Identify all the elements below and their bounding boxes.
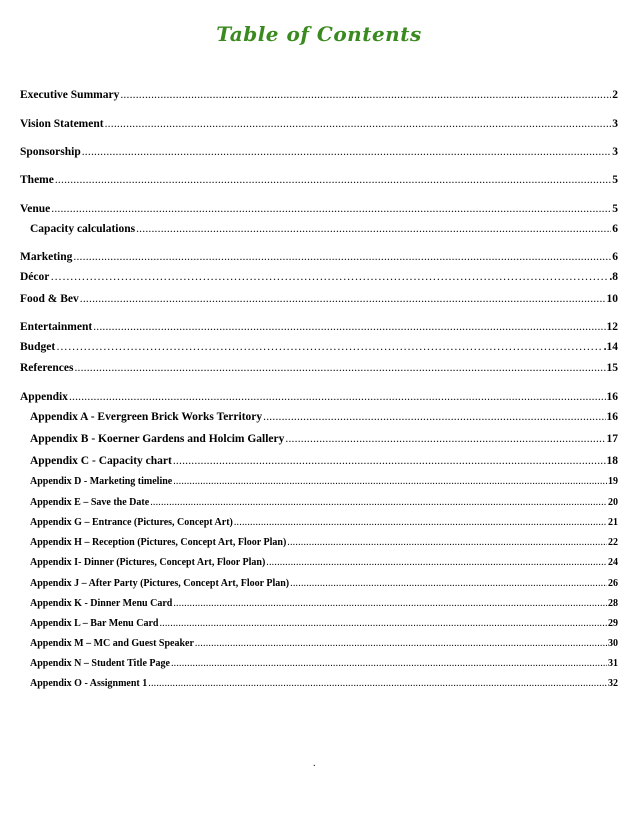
toc-page: 2 bbox=[612, 89, 618, 101]
toc-page: 5 bbox=[612, 174, 618, 186]
toc-label: Executive Summary bbox=[20, 89, 120, 101]
toc-label: Marketing bbox=[20, 251, 73, 263]
toc-label: Venue bbox=[20, 203, 51, 215]
toc-label: Entertainment bbox=[20, 321, 93, 333]
toc-entry-vision-statement[interactable] bbox=[20, 117, 618, 131]
toc-page: 6 bbox=[612, 223, 618, 235]
toc-leader bbox=[55, 173, 611, 187]
toc-page: 10 bbox=[606, 293, 618, 305]
toc-leader bbox=[195, 637, 607, 651]
toc-label: Appendix E – Save the Date bbox=[30, 497, 150, 508]
toc-entry-appendix-l[interactable] bbox=[30, 617, 618, 631]
toc-entry-capacity-calculations[interactable] bbox=[30, 222, 618, 236]
toc-label: References bbox=[20, 362, 74, 374]
toc-entry-appendix-j[interactable] bbox=[30, 577, 618, 591]
toc-label: Appendix A - Evergreen Brick Works Territory bbox=[30, 411, 263, 423]
toc-label: Appendix O - Assignment 1 bbox=[30, 678, 148, 689]
toc-label: Appendix B - Koerner Gardens and Holcim Gallery bbox=[30, 433, 285, 445]
toc-label: Capacity calculations bbox=[30, 223, 136, 235]
toc-page: 3 bbox=[612, 146, 618, 158]
toc-leader bbox=[80, 292, 606, 306]
toc-leader bbox=[263, 410, 605, 424]
toc-label: Appendix bbox=[20, 391, 68, 403]
toc-label: Sponsorship bbox=[20, 146, 81, 158]
toc-page: 29 bbox=[608, 618, 618, 629]
toc-page: 19 bbox=[608, 476, 618, 487]
page-title: Table of Contents bbox=[216, 22, 422, 46]
toc-label: Appendix J – After Party (Pictures, Concept Art, Floor Plan) bbox=[30, 578, 290, 589]
toc-entry-appendix[interactable] bbox=[20, 390, 618, 404]
toc-page: 30 bbox=[608, 638, 618, 649]
toc-leader bbox=[93, 320, 605, 334]
toc-entry-entertainment[interactable] bbox=[20, 320, 618, 334]
toc-entry-appendix-k[interactable] bbox=[30, 597, 618, 611]
toc-page: 20 bbox=[608, 497, 618, 508]
toc-label: Vision Statement bbox=[20, 118, 104, 130]
toc-label: Appendix D - Marketing timeline bbox=[30, 476, 173, 487]
toc-page: 3 bbox=[612, 118, 618, 130]
toc-label: Appendix N – Student Title Page bbox=[30, 658, 170, 669]
toc-entry-sponsorship[interactable] bbox=[20, 145, 618, 159]
toc-leader bbox=[234, 516, 607, 530]
toc-page: 12 bbox=[606, 321, 618, 333]
toc-leader bbox=[120, 88, 611, 102]
toc-page: .8 bbox=[609, 271, 618, 283]
toc-label: Theme bbox=[20, 174, 54, 186]
toc-leader bbox=[159, 617, 607, 631]
toc-entry-appendix-b[interactable] bbox=[30, 432, 618, 446]
toc-label: Budget bbox=[20, 341, 56, 353]
toc-leader bbox=[148, 677, 607, 691]
toc-leader bbox=[266, 556, 607, 570]
toc-page: 16 bbox=[606, 411, 618, 423]
toc-page: .14 bbox=[603, 341, 618, 353]
toc-label: Appendix C - Capacity chart bbox=[30, 455, 172, 467]
toc-leader bbox=[150, 496, 607, 510]
toc-label: Food & Bev bbox=[20, 293, 79, 305]
toc-label: Appendix K - Dinner Menu Card bbox=[30, 598, 173, 609]
toc-entry-appendix-n[interactable] bbox=[30, 657, 618, 671]
toc-label: Appendix G – Entrance (Pictures, Concept Art) bbox=[30, 517, 233, 528]
toc-page: 15 bbox=[606, 362, 618, 374]
toc-entry-appendix-a[interactable] bbox=[30, 410, 618, 424]
toc-entry-appendix-c[interactable] bbox=[30, 454, 618, 468]
toc-entry-food-bev[interactable] bbox=[20, 292, 618, 306]
toc-entry-executive-summary[interactable] bbox=[20, 88, 618, 102]
toc-page: 6 bbox=[612, 251, 618, 263]
toc-leader bbox=[51, 202, 611, 216]
toc-page: 21 bbox=[608, 517, 618, 528]
toc-leader bbox=[173, 454, 606, 468]
toc-leader bbox=[56, 340, 602, 354]
toc-entry-appendix-h[interactable] bbox=[30, 536, 618, 550]
toc-leader bbox=[82, 145, 612, 159]
toc-entry-appendix-e[interactable] bbox=[30, 496, 618, 510]
toc-page: 5 bbox=[612, 203, 618, 215]
toc-leader bbox=[290, 577, 607, 591]
toc-page: 31 bbox=[608, 658, 618, 669]
page-footer-mark: . bbox=[313, 758, 316, 769]
toc-entry-appendix-m[interactable] bbox=[30, 637, 618, 651]
toc-leader bbox=[69, 390, 606, 404]
toc-label: Appendix I- Dinner (Pictures, Concept Art, Floor Plan) bbox=[30, 557, 266, 568]
toc-entry-theme[interactable] bbox=[20, 173, 618, 187]
toc-entry-appendix-d[interactable] bbox=[30, 475, 618, 489]
toc-entry-appendix-g[interactable] bbox=[30, 516, 618, 530]
toc-page: 28 bbox=[608, 598, 618, 609]
toc-leader bbox=[50, 270, 608, 284]
toc-entry-budget[interactable] bbox=[20, 340, 618, 354]
toc-entry-venue[interactable] bbox=[20, 202, 618, 216]
toc-leader bbox=[136, 222, 611, 236]
toc-entry-appendix-i[interactable] bbox=[30, 556, 618, 570]
toc-leader bbox=[173, 597, 607, 611]
toc-page: 18 bbox=[606, 455, 618, 467]
toc-page: 22 bbox=[608, 537, 618, 548]
toc-leader bbox=[287, 536, 607, 550]
toc-label: Appendix L – Bar Menu Card bbox=[30, 618, 159, 629]
toc-page: 16 bbox=[606, 391, 618, 403]
toc-entry-appendix-o[interactable] bbox=[30, 677, 618, 691]
toc-leader bbox=[73, 250, 611, 264]
toc-leader bbox=[105, 117, 612, 131]
toc-entry-marketing[interactable] bbox=[20, 250, 618, 264]
toc-leader bbox=[171, 657, 607, 671]
toc-entry-decor[interactable] bbox=[20, 270, 618, 284]
toc-page: 17 bbox=[606, 433, 618, 445]
toc-label: Appendix H – Reception (Pictures, Concept Art, Floor Plan) bbox=[30, 537, 287, 548]
toc-leader bbox=[74, 361, 605, 375]
toc-label: Appendix M – MC and Guest Speaker bbox=[30, 638, 194, 649]
toc-entry-references[interactable] bbox=[20, 361, 618, 375]
toc-page: 32 bbox=[608, 678, 618, 689]
toc-page: 26 bbox=[608, 578, 618, 589]
toc-page: 24 bbox=[608, 557, 618, 568]
toc-label: Décor bbox=[20, 271, 50, 283]
toc-leader bbox=[285, 432, 605, 446]
toc-leader bbox=[173, 475, 607, 489]
